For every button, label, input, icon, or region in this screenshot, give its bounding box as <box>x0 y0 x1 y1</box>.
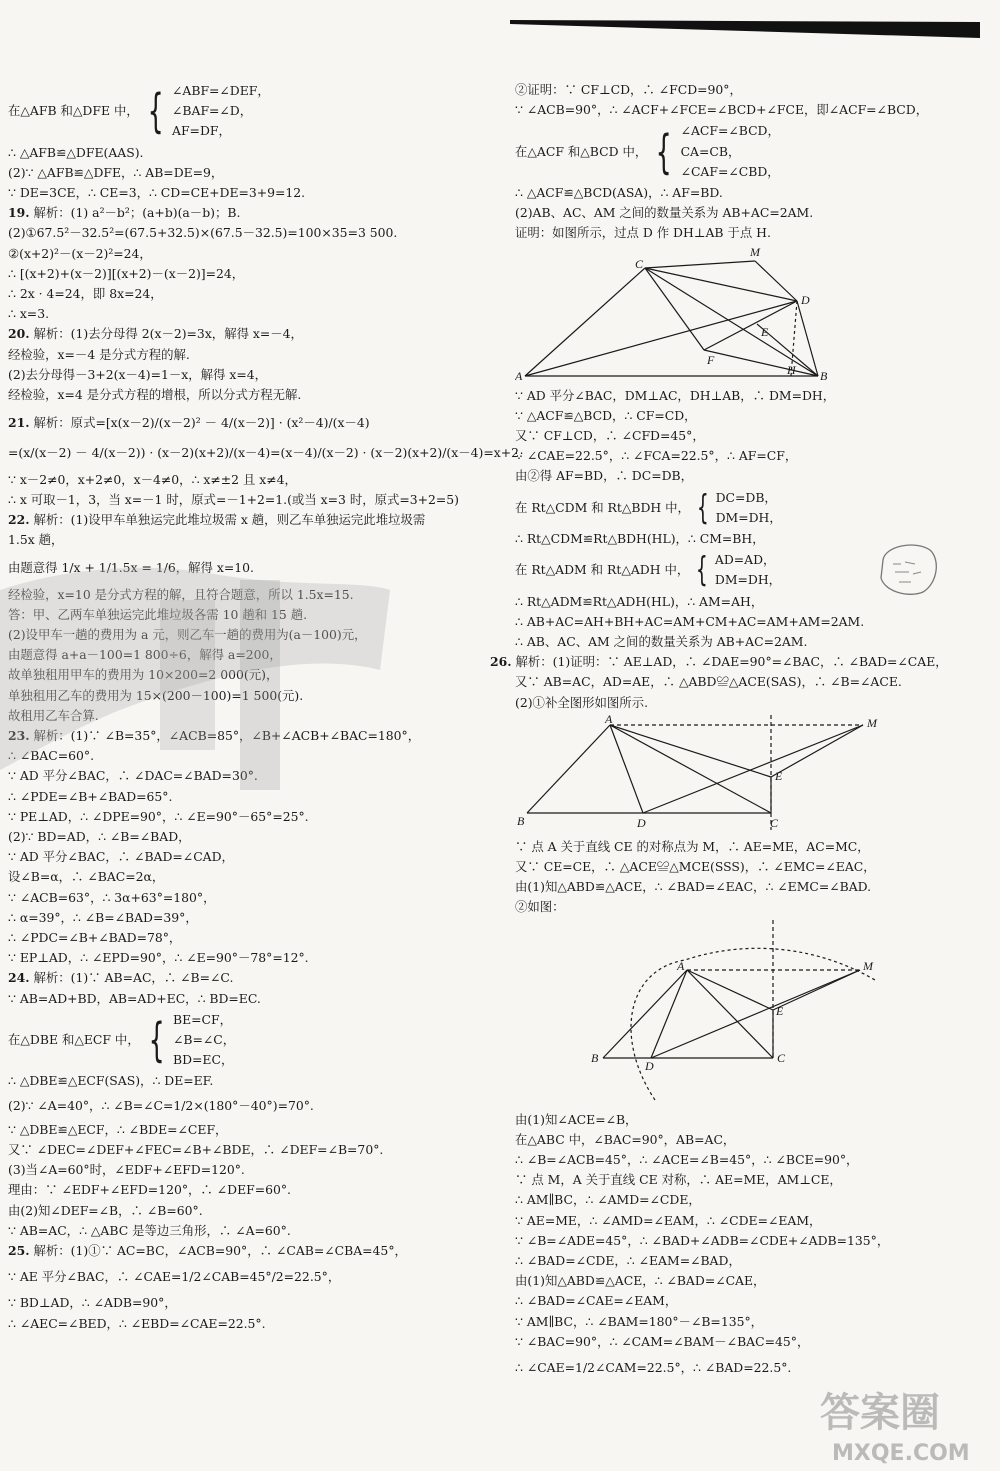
text-line: ∵ EP⊥AD，∴ ∠EPD=90°，∴ ∠E=90°－78°=12°. <box>8 950 309 966</box>
point-label-b: B <box>820 368 828 383</box>
text-line: 由(1)知△ABD≌△ACE，∴ ∠BAD=∠CAE， <box>515 1273 766 1289</box>
system-afb-dfe <box>8 81 488 142</box>
text-line: ∵ AB=AD+BD，AB=AD+EC，∴ BD=EC. <box>8 990 261 1006</box>
system-acf-bcd <box>515 121 985 182</box>
text-line: ∴ AB+AC=AH+BH+AC=AM+CM+AC=AM+AM=2AM. <box>515 613 865 629</box>
brace-icon: { <box>148 1013 165 1068</box>
brace-icon: { <box>147 84 164 139</box>
system-line: ∠BAF=∠D， <box>172 103 253 119</box>
question-19-line <box>8 203 488 223</box>
system-line: CA=CB， <box>680 143 741 159</box>
text-line: ∵ 点 A 关于直线 CE 的对称点为 M，∴ AE=ME，AC=MC， <box>515 838 870 854</box>
watermark-title: 答案圈 <box>820 1390 940 1436</box>
system-prefix: 在△DBE 和△ECF 中， <box>8 1032 140 1048</box>
point-label-e: E <box>761 324 769 339</box>
system-line: ∠ACF=∠BCD， <box>680 123 780 139</box>
text-line: 由(1)知∠ACE=∠B， <box>515 1111 638 1127</box>
text-line: 解析：(1)设甲车单独运完此堆垃圾需 x 趟，则乙车单独运完此堆垃圾需 <box>33 512 426 528</box>
text-line: 又∵ ∠DEC=∠DEF+∠FEC=∠B+∠BDE，∴ ∠DEF=∠B=70°. <box>8 1142 384 1158</box>
system-line: DM=DH， <box>714 572 782 588</box>
watermark-url: MXQE.COM <box>832 1441 970 1466</box>
right-column <box>490 80 985 1378</box>
text-line: 解析：原式=[x(x－2)/(x－2)² － 4/(x－2)] · (x²－4)/(x－4) <box>33 415 370 431</box>
question-26-line <box>490 652 985 672</box>
header-black-bar <box>510 18 980 38</box>
system-dbe-ecf <box>8 1010 488 1071</box>
system-line: ∠ABF=∠DEF， <box>172 83 270 98</box>
point-label-d: D <box>645 1058 654 1073</box>
text-line: (2)∵ ∠A=40°，∴ ∠B=∠C=1/2×(180°－40°)=70°. <box>8 1097 314 1113</box>
text-line: ∴ ∠PDE=∠B+∠BAD=65°. <box>8 788 173 804</box>
text-line: ∴ AB、AC、AM 之间的数量关系为 AB+AC=2AM. <box>515 633 808 649</box>
stamp-doodle <box>875 540 941 598</box>
system-cdm-bdh <box>515 488 985 528</box>
text-line: 由(2)知∠DEF=∠B，∴ ∠B=60°. <box>8 1202 203 1218</box>
question-number: 25. <box>8 1243 30 1259</box>
watermark-logo <box>810 1378 995 1468</box>
brace-icon: { <box>696 487 709 528</box>
text-line: 由(1)知△ABD≌△ACE，∴ ∠BAD=∠EAC，∴ ∠EMC=∠BAD. <box>515 879 872 895</box>
point-label-c: C <box>635 256 644 271</box>
point-label-a: A <box>677 958 685 973</box>
point-label-d: D <box>801 292 810 307</box>
text-line: 证明：如图所示，过点 D 作 DH⊥AB 于点 H. <box>515 225 771 241</box>
text-line: ∴ ∠AEC=∠BED，∴ ∠EBD=∠CAE=22.5°. <box>8 1315 266 1331</box>
point-label-h: H <box>787 362 796 377</box>
text-line: (2)AB、AC、AM 之间的数量关系为 AB+AC=2AM. <box>515 205 814 221</box>
figure-25 <box>515 246 835 384</box>
text-line: 解析：(1)∵ ∠B=35°，∠ACB=85°，∠B+∠ACB+∠BAC=180°， <box>33 728 421 744</box>
system-line: AD=AD， <box>714 552 776 568</box>
text-line: ∵ ∠BAC=90°，∴ ∠CAM=∠BAM－∠BAC=45°， <box>515 1333 810 1349</box>
text-line: 故单独租用甲车的费用为 10×200=2 000(元)， <box>8 667 279 683</box>
text-line: ∵ AB=AC，∴ △ABC 是等边三角形，∴ ∠A=60°. <box>8 1222 291 1238</box>
text-line: 经检验，x=10 是分式方程的解，且符合题意，所以 1.5x=15. <box>8 586 354 602</box>
point-label-a: A <box>605 714 613 726</box>
point-label-e: E <box>776 1003 784 1018</box>
text-line: ∵ △ACF≌△BCD，∴ CF=CD， <box>515 407 697 423</box>
text-line: ∵ ∠CAE=22.5°，∴ ∠FCA=22.5°，∴ AF=CF， <box>515 448 798 464</box>
text-line: ∴ x 可取－1，3，当 x=－1 时，原式=－1+2=1.(或当 x=3 时，原式=3+2=5) <box>8 491 460 507</box>
system-line: ∠CAF=∠CBD， <box>680 163 780 179</box>
point-label-f: F <box>707 352 715 367</box>
text-line: ∵ AD 平分∠BAC，DM⊥AC，DH⊥AB，∴ DM=DH， <box>515 387 836 403</box>
text-line: ∴ ∠PDC=∠B+∠BAD=78°， <box>8 930 182 946</box>
text-line: ∴ x=3. <box>8 306 50 322</box>
text-line: ∵ AE 平分∠BAC，∴ ∠CAE=1/2∠CAB=45°/2=22.5°， <box>8 1269 341 1285</box>
text-line: ∵ 点 M，A 关于直线 CE 对称，∴ AE=ME，AM⊥CE， <box>515 1172 842 1188</box>
system-prefix: 在 Rt△ADM 和 Rt△ADH 中， <box>515 562 690 578</box>
question-number: 26. <box>490 654 512 670</box>
text-line: 答：甲、乙两车单独运完此堆垃圾各需 10 趟和 15 趟. <box>8 606 308 622</box>
system-prefix: 在△AFB 和△DFE 中， <box>8 103 139 119</box>
text-line: (2)设甲车一趟的费用为 a 元，则乙车一趟的费用为(a－100)元， <box>8 627 367 643</box>
text-line: 由题意得 a+a－100=1 800÷6，解得 a=200， <box>8 647 282 663</box>
text-line: ∴ △AFB≌△DFE(AAS). <box>8 144 144 160</box>
point-label-b: B <box>591 1050 599 1065</box>
text-line: 由②得 AF=BD，∴ DC=DB， <box>515 468 694 484</box>
text-line: 单独租用乙车的费用为 15×(200－100)=1 500(元). <box>8 687 304 703</box>
question-22-line <box>8 510 488 530</box>
text-line: ∵ △DBE≌△ECF，∴ ∠BDE=∠CEF， <box>8 1121 228 1137</box>
text-line: ②(x+2)²－(x－2)²=24， <box>8 245 152 261</box>
text-line: ∵ ∠ACB=63°，∴ 3α+63°=180°， <box>8 889 216 905</box>
brace-icon: { <box>696 550 709 591</box>
question-number: 20. <box>8 326 30 342</box>
text-line: =(x/(x－2) － 4/(x－2)) · (x－2)(x+2)/(x－4)=(x－4)/(x－2) · (x－2)(x+2)/(x－4)=x+2. <box>8 445 523 461</box>
text-line: 解析：(1)∵ AB=AC，∴ ∠B=∠C. <box>33 970 234 986</box>
question-25-line <box>8 1241 488 1261</box>
text-line: 理由：∵ ∠EDF+∠EFD=120°，∴ ∠DEF=60°. <box>8 1182 291 1198</box>
text-line: 解析：(1)去分母得 2(x－2)=3x，解得 x=－4， <box>33 326 303 342</box>
text-line: ∵ BD⊥AD，∴ ∠ADB=90°， <box>8 1295 177 1311</box>
text-line: ∴ ∠CAE=1/2∠CAM=22.5°，∴ ∠BAD=22.5°. <box>515 1360 792 1376</box>
text-line: ∵ x－2≠0，x+2≠0，x－4≠0，∴ x≠±2 且 x≠4， <box>8 471 297 487</box>
text-line: ∵ AD 平分∠BAC，∴ ∠BAD=∠CAD， <box>8 849 234 865</box>
question-21-line <box>8 413 488 433</box>
text-line: 故租用乙车合算. <box>8 707 99 723</box>
question-number: 23. <box>8 728 30 744</box>
question-number: 19. <box>8 205 30 221</box>
point-label-d: D <box>637 815 646 830</box>
question-20-line <box>8 324 488 344</box>
text-line: 又∵ CF⊥CD，∴ ∠CFD=45°， <box>515 427 705 443</box>
question-number: 21. <box>8 415 30 431</box>
system-line: AF=DF， <box>172 123 231 139</box>
text-line: 由题意得 1/x + 1/1.5x = 1/6，解得 x=10. <box>8 560 254 576</box>
question-24-line <box>8 968 488 988</box>
system-prefix: 在△ACF 和△BCD 中， <box>515 143 648 159</box>
text-line: 设∠B=α，∴ ∠BAC=2α， <box>8 869 165 885</box>
point-label-c: C <box>770 815 779 830</box>
figure-26-1 <box>515 715 885 835</box>
system-line: ∠B=∠C， <box>173 1032 236 1048</box>
text-line: 又∵ CE=CE，∴ △ACE≌△MCE(SSS)，∴ ∠EMC=∠EAC， <box>515 858 876 874</box>
text-line: ∵ AD 平分∠BAC，∴ ∠DAC=∠BAD=30°. <box>8 768 258 784</box>
text-line: ∴ α=39°，∴ ∠B=∠BAD=39°， <box>8 909 198 925</box>
scan-smear-artifact <box>0 560 390 800</box>
brace-icon: { <box>655 124 672 179</box>
point-label-e: E <box>775 768 783 783</box>
system-line: BE=CF， <box>173 1011 233 1027</box>
text-line: 解析：(1)证明：∵ AE⊥AD，∴ ∠DAE=90°=∠BAC，∴ ∠BAD=∠CAE， <box>515 654 948 670</box>
point-label-b: B <box>517 813 525 828</box>
text-line: 解析：(1)①∵ AC=BC，∠ACB=90°，∴ ∠CAB=∠CBA=45°， <box>33 1243 407 1259</box>
text-line: ∵ ∠B=∠ADE=45°，∴ ∠BAD+∠ADB=∠CDE+∠ADB=135°， <box>515 1232 890 1248</box>
text-line: ∴ AM∥BC，∴ ∠AMD=∠CDE， <box>515 1192 701 1208</box>
text-line: ∴ [(x+2)+(x－2)][(x+2)－(x－2)]=24， <box>8 265 245 281</box>
figure-26-2 <box>515 920 885 1108</box>
text-line: ∴ ∠B=∠ACB=45°，∴ ∠ACE=∠B=45°，∴ ∠BCE=90°， <box>515 1151 859 1167</box>
text-line: 在△ABC 中，∠BAC=90°，AB=AC， <box>515 1131 736 1147</box>
text-line: ∴ △DBE≌△ECF(SAS)，∴ DE=EF. <box>8 1073 214 1089</box>
system-prefix: 在 Rt△CDM 和 Rt△BDH 中， <box>515 499 690 515</box>
text-line: (2)∵ BD=AD，∴ ∠B=∠BAD， <box>8 829 191 845</box>
text-line: ∵ PE⊥AD，∴ ∠DPE=90°，∴ ∠E=90°－65°=25°. <box>8 808 309 824</box>
text-line: ∴ △ACF≌△BCD(ASA)，∴ AF=BD. <box>515 184 723 200</box>
system-line: BD=EC， <box>173 1052 234 1068</box>
text-line: ∴ 2x · 4=24，即 8x=24， <box>8 285 163 301</box>
system-line: DC=DB， <box>715 489 777 505</box>
text-line: ∴ ∠BAD=∠CAE=∠EAM， <box>515 1293 678 1309</box>
text-line: 经检验，x=4 是分式方程的增根，所以分式方程无解. <box>8 387 302 402</box>
text-line: ∵ AM∥BC，∴ ∠BAM=180°－∠B=135°， <box>515 1313 764 1329</box>
text-line: (2)去分母得－3+2(x－4)=1－x，解得 x=4， <box>8 366 267 382</box>
text-line: ②如图： <box>515 899 565 915</box>
text-line: ∵ AE=ME，∴ ∠AMD=∠EAM，∴ ∠CDE=∠EAM， <box>515 1212 822 1228</box>
text-line: 经检验，x=－4 是分式方程的解. <box>8 346 190 362</box>
system-line: DM=DH， <box>715 509 782 525</box>
point-label-m: M <box>867 715 877 730</box>
text-line: 1.5x 趟， <box>8 532 64 548</box>
text-line: (2)①67.5²－32.5²=(67.5+32.5)×(67.5－32.5)=100×35=3 500. <box>8 225 398 241</box>
point-label-a: A <box>515 368 523 383</box>
text-line: ②证明：∵ CF⊥CD，∴ ∠FCD=90°， <box>515 82 742 97</box>
text-line: ∴ Rt△CDM≌Rt△BDH(HL)，∴ CM=BH， <box>515 530 765 546</box>
text-line: 解析：(1) a²－b²；(a+b)(a－b)；B. <box>33 205 241 221</box>
text-line: ∴ ∠BAD=∠CDE，∴ ∠EAM=∠BAD， <box>515 1253 741 1268</box>
text-line: (2)∵ △AFB≌△DFE，∴ AB=DE=9， <box>8 164 224 180</box>
text-line: (3)当∠A=60°时，∠EDF+∠EFD=120°. <box>8 1162 245 1178</box>
point-label-c: C <box>777 1050 786 1065</box>
question-number: 22. <box>8 512 30 528</box>
text-line: (2)①补全图形如图所示. <box>515 694 649 710</box>
point-label-m: M <box>750 245 760 259</box>
text-line: ∵ DE=3CE，∴ CE=3，∴ CD=CE+DE=3+9=12. <box>8 184 306 200</box>
text-line: ∴ ∠BAC=60°. <box>8 748 95 764</box>
text-line: 又∵ AB=AC，AD=AE，∴ △ABD≌△ACE(SAS)，∴ ∠B=∠ACE. <box>515 674 902 690</box>
text-line: ∴ Rt△ADM≌Rt△ADH(HL)，∴ AM=AH， <box>515 593 764 609</box>
question-number: 24. <box>8 970 30 986</box>
text-line: ∵ ∠ACB=90°，∴ ∠ACF+∠FCE=∠BCD+∠FCE，即∠ACF=∠BCD， <box>515 102 929 118</box>
point-label-m: M <box>863 958 873 973</box>
